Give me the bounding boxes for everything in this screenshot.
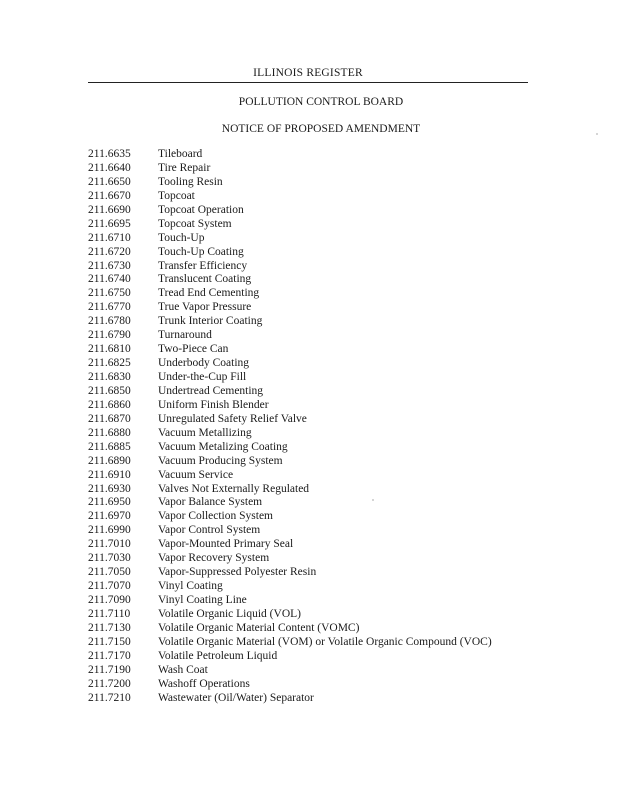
section-number: 211.7070: [88, 580, 131, 593]
section-number: 211.6650: [88, 175, 131, 188]
definition-term: Volatile Petroleum Liquid: [158, 649, 278, 662]
section-number: 211.7200: [88, 677, 131, 690]
definition-term: Tooling Resin: [158, 175, 223, 188]
section-number: 211.7090: [88, 594, 131, 606]
definition-term: Vinyl Coating Line: [158, 594, 247, 606]
definitions-list: [88, 148, 492, 706]
definition-term: Vacuum Producing System: [158, 454, 283, 467]
section-number: 211.6850: [88, 384, 131, 397]
definition-row: [88, 357, 492, 371]
definition-term: Vapor-Mounted Primary Seal: [158, 538, 294, 551]
definition-term: Valves Not Externally Regulated: [158, 482, 310, 495]
section-number: 211.6885: [88, 440, 131, 453]
definition-term: Tread End Cementing: [158, 287, 260, 300]
definition-term: Volatile Organic Liquid (VOL): [158, 607, 301, 620]
definition-row: [88, 469, 492, 483]
definition-row: [88, 260, 492, 274]
definition-row: [88, 636, 492, 650]
section-number: 211.6770: [88, 301, 131, 314]
definition-term: Vacuum Service: [158, 468, 234, 481]
definition-term: Washoff Operations: [158, 677, 250, 690]
definition-row: [88, 329, 492, 343]
section-number: 211.6910: [88, 468, 131, 481]
section-number: 211.6825: [88, 357, 131, 370]
definition-term: Translucent Coating: [158, 273, 252, 286]
definition-row: [88, 510, 492, 524]
definition-row: [88, 496, 492, 510]
section-number: 211.6750: [88, 287, 131, 300]
section-number: 211.6870: [88, 412, 131, 425]
definition-term: Turnaround: [158, 329, 212, 342]
section-number: 211.6990: [88, 524, 131, 537]
section-number: 211.6790: [88, 329, 131, 342]
definition-row: [88, 664, 492, 678]
definition-term: Undertread Cementing: [158, 384, 264, 397]
definition-term: Two-Piece Can: [158, 343, 229, 356]
definition-term: Volatile Organic Material (VOM) or Volatile Organic Compound (VOC): [158, 635, 492, 648]
definition-term: Vapor Collection System: [158, 510, 273, 523]
definition-row: [88, 455, 492, 469]
definition-term: Vacuum Metallizing: [158, 426, 252, 439]
section-number: 211.6635: [88, 148, 131, 160]
section-number: 211.6970: [88, 510, 131, 523]
definition-row: [88, 524, 492, 538]
header-rule: [88, 82, 528, 83]
definition-row: [88, 692, 492, 706]
definition-row: [88, 343, 492, 357]
section-number: 211.6710: [88, 231, 131, 244]
definition-term: Trunk Interior Coating: [158, 315, 263, 328]
definition-term: Vapor Balance System: [158, 496, 263, 509]
definition-term: Tileboard: [158, 148, 203, 160]
section-number: 211.6690: [88, 203, 131, 216]
definition-term: Unregulated Safety Relief Valve: [158, 412, 307, 425]
definition-term: Volatile Organic Material Content (VOMC): [158, 621, 360, 634]
definition-row: [88, 315, 492, 329]
section-number: 211.6930: [88, 482, 131, 495]
definition-term: Vapor Recovery System: [158, 552, 270, 565]
definition-term: Topcoat Operation: [158, 203, 244, 216]
section-number: 211.7210: [88, 691, 131, 704]
section-number: 211.6830: [88, 371, 131, 383]
section-number: 211.7130: [88, 621, 131, 634]
definition-term: Topcoat System: [158, 217, 232, 230]
section-number: 211.6695: [88, 217, 131, 230]
definition-row: [88, 552, 492, 566]
definition-row: [88, 594, 492, 608]
section-number: 211.7190: [88, 663, 131, 676]
definition-row: [88, 162, 492, 176]
notice-title: NOTICE OF PROPOSED AMENDMENT: [221, 123, 421, 135]
section-number: 211.7170: [88, 649, 131, 662]
definition-row: [88, 413, 492, 427]
definition-term: Tire Repair: [158, 161, 211, 174]
definition-row: [88, 246, 492, 260]
definition-row: [88, 441, 492, 455]
section-number: 211.6720: [88, 245, 131, 258]
definition-row: [88, 218, 492, 232]
definition-row: [88, 371, 492, 385]
definition-row: [88, 287, 492, 301]
definition-row: [88, 678, 492, 692]
definition-row: [88, 483, 492, 497]
definition-term: Wash Coat: [158, 663, 208, 676]
section-number: 211.6780: [88, 315, 131, 328]
definition-row: [88, 232, 492, 246]
section-number: 211.6880: [88, 426, 131, 439]
definition-row: [88, 608, 492, 622]
register-title: ILLINOIS REGISTER: [253, 67, 363, 79]
section-number: 211.6890: [88, 454, 131, 467]
scan-speck: [596, 133, 598, 135]
definition-term: Touch-Up: [158, 231, 205, 244]
definition-row: [88, 427, 492, 441]
definition-term: Vinyl Coating: [158, 580, 223, 593]
definition-row: [88, 204, 492, 218]
definition-row: [88, 650, 492, 664]
section-number: 211.7030: [88, 552, 131, 565]
definition-term: Underbody Coating: [158, 357, 250, 370]
definition-row: [88, 190, 492, 204]
definition-term: Uniform Finish Blender: [158, 398, 269, 411]
definition-term: Touch-Up Coating: [158, 245, 244, 258]
scan-speck: [372, 499, 374, 501]
section-number: 211.6950: [88, 496, 131, 509]
definition-row: [88, 566, 492, 580]
section-number: 211.7050: [88, 566, 131, 579]
definition-term: Vapor-Suppressed Polyester Resin: [158, 566, 317, 579]
section-number: 211.6860: [88, 398, 131, 411]
definition-row: [88, 148, 492, 162]
section-number: 211.6740: [88, 273, 131, 286]
section-number: 211.6810: [88, 343, 131, 356]
definition-row: [88, 273, 492, 287]
definition-term: True Vapor Pressure: [158, 301, 252, 314]
definition-term: Transfer Efficiency: [158, 259, 248, 272]
definition-row: [88, 301, 492, 315]
definition-row: [88, 399, 492, 413]
definition-row: [88, 385, 492, 399]
section-number: 211.6640: [88, 161, 131, 174]
definition-row: [88, 622, 492, 636]
definition-term: Under-the-Cup Fill: [158, 371, 247, 383]
definition-term: Topcoat: [158, 189, 195, 202]
definition-term: Wastewater (Oil/Water) Separator: [158, 691, 314, 704]
agency-name: POLLUTION CONTROL BOARD: [238, 96, 404, 108]
section-number: 211.7110: [88, 607, 131, 620]
definition-row: [88, 538, 492, 552]
definition-row: [88, 580, 492, 594]
section-number: 211.7150: [88, 635, 131, 648]
section-number: 211.7010: [88, 538, 131, 551]
definition-row: [88, 176, 492, 190]
section-number: 211.6730: [88, 259, 131, 272]
definition-term: Vacuum Metalizing Coating: [158, 440, 288, 453]
section-number: 211.6670: [88, 189, 131, 202]
definition-term: Vapor Control System: [158, 524, 261, 537]
